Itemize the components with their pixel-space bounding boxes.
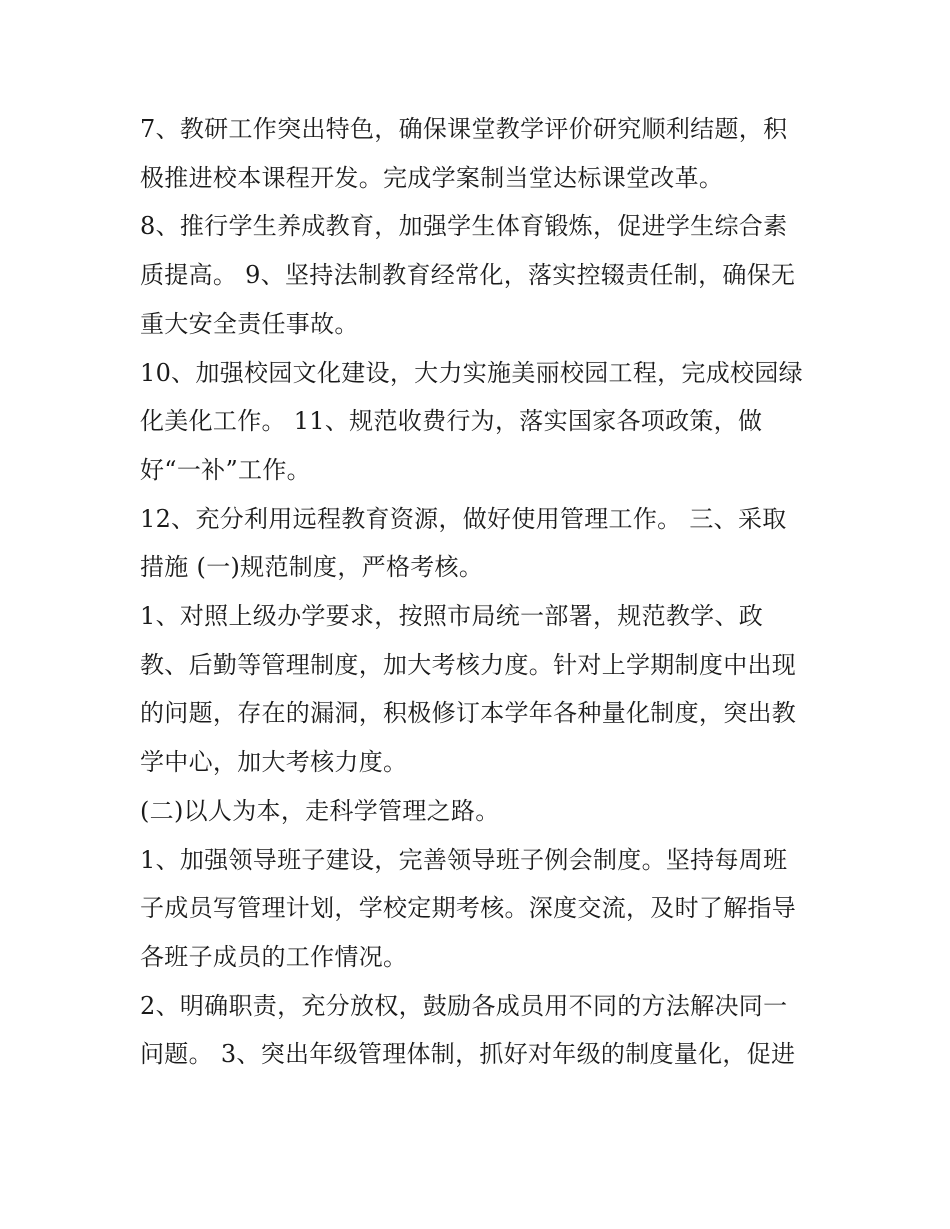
- text-line-19: 2、明确职责，充分放权，鼓励各成员用不同的方法解决同一: [140, 991, 788, 1020]
- text-line-17: 子成员写管理计划，学校定期考核。深度交流，及时了解指导: [140, 894, 797, 923]
- text-line-6: 10、加强校园文化建设，大力实施美丽校园工程，完成校园绿: [140, 358, 803, 387]
- text-line-9: 12、充分利用远程教育资源，做好使用管理工作。 三、采取: [140, 504, 787, 533]
- text-line-10: 措施 (一)规范制度，严格考核。: [140, 553, 484, 582]
- text-line-15: (二)以人为本，走科学管理之路。: [140, 796, 500, 825]
- text-line-7: 化美化工作。 11、规范收费行为，落实国家各项政策，做: [140, 407, 763, 436]
- text-line-4: 质提高。 9、坚持法制教育经常化，落实控辍责任制，确保无: [140, 261, 796, 290]
- text-line-1: 7、教研工作突出特色，确保课堂教学评价研究顺利结题，积: [140, 115, 788, 143]
- text-line-18: 各班子成员的工作情况。: [140, 942, 408, 971]
- text-line-11: 1、对照上级办学要求，按照市局统一部署，规范教学、政: [140, 602, 764, 631]
- text-line-12: 教、后勤等管理制度，加大考核力度。针对上学期制度中出现: [140, 650, 797, 679]
- text-line-3: 8、推行学生养成教育，加强学生体育锻炼，促进学生综合素: [140, 212, 788, 241]
- text-line-20: 问题。 3、突出年级管理体制，抓好对年级的制度量化，促进: [140, 1040, 796, 1069]
- text-line-16: 1、加强领导班子建设，完善领导班子例会制度。坚持每周班: [140, 845, 788, 874]
- document-body: [140, 105, 820, 1079]
- text-line-5: 重大安全责任事故。: [140, 309, 359, 338]
- text-line-13: 的问题，存在的漏洞，积极修订本学年各种量化制度，突出教: [140, 699, 797, 728]
- text-line-14: 学中心，加大考核力度。: [140, 748, 408, 777]
- text-line-2: 极推进校本课程开发。完成学案制当堂达标课堂改革。: [140, 163, 724, 192]
- text-line-8: 好“一补”工作。: [140, 455, 311, 484]
